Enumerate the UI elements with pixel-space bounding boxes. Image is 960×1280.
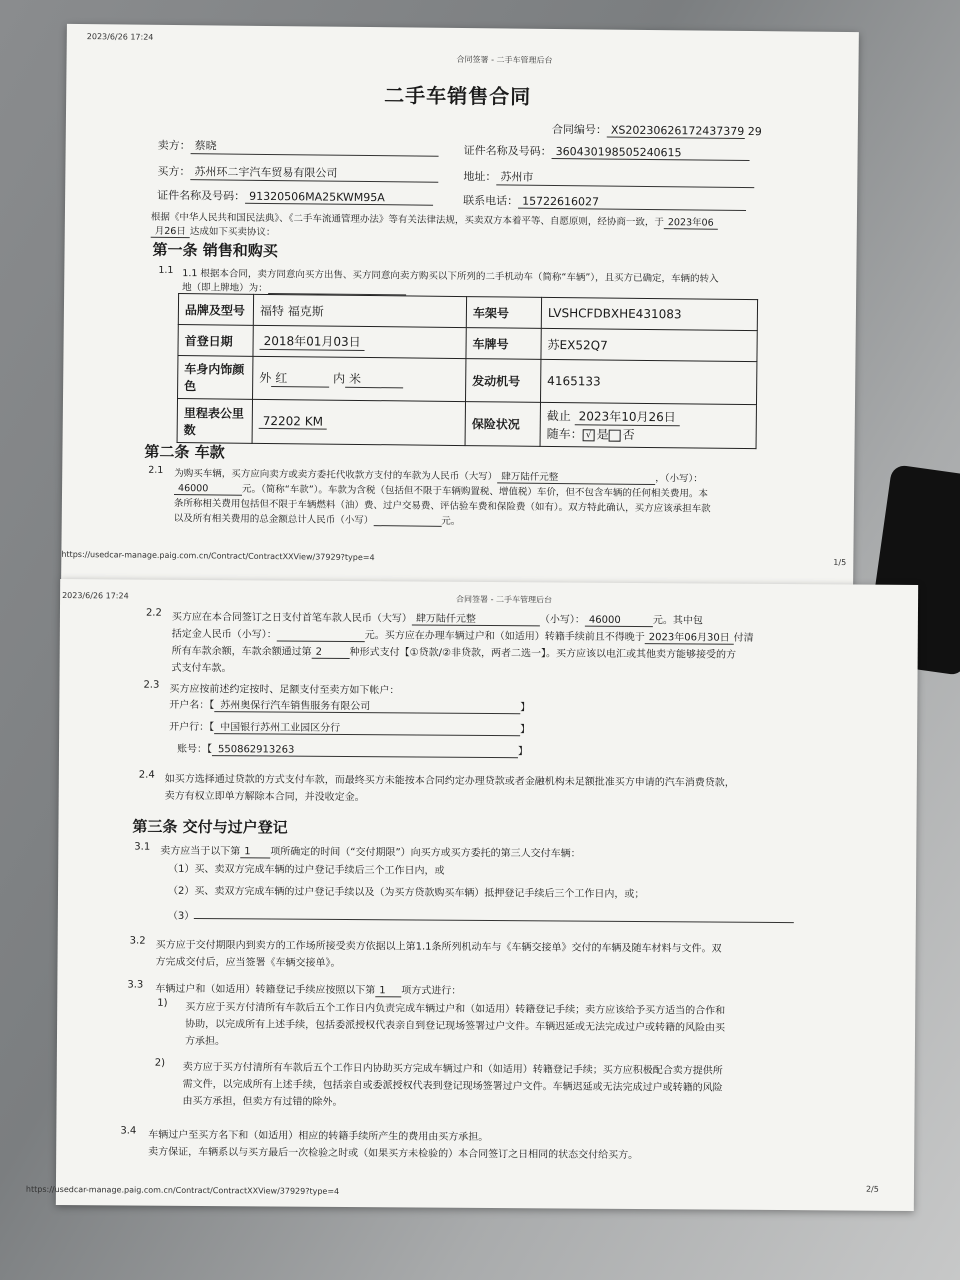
preamble-date-b: 月26日 [151, 223, 190, 238]
yes-checkbox: √ [583, 429, 595, 441]
seller-id-label: 证件名称及号码： [463, 144, 552, 158]
engine-value: 4165133 [540, 359, 756, 404]
reg-date-label: 首登日期 [178, 325, 253, 357]
address-label: 地址： [463, 170, 497, 184]
reg-date-cell [253, 325, 466, 358]
outer-label: 外 [259, 370, 272, 386]
buyer-id: 91320506MA25KWM95A [245, 190, 433, 206]
clause-3-1-option-3 [168, 906, 794, 926]
contract-page-1 [61, 24, 859, 588]
clause-2-4-line-1: 如买方选择通过贷款的方式支付车款，而最终买方未能按本合同约定办理贷款或者金融机构未足额批准买方申请的汽车消费贷款， [164, 773, 735, 789]
clause-2-1-text-a: 为购买车辆，买方应向卖方或卖方委托代收款方支付的车款为人民币（大写） [174, 468, 498, 483]
insurance-cell [540, 402, 756, 448]
clause-3-3-2-no: 2) [154, 1057, 166, 1069]
phone: 15722616027 [518, 195, 746, 211]
color-cell [253, 356, 466, 401]
clause-2-1-no: 2.1 [148, 464, 164, 476]
clause-3-3-line-1 [155, 980, 461, 998]
phone-row [463, 192, 746, 211]
account-name-row: 开户名：【 苏州奥保行汽车销售服务有限公司 】 [169, 696, 530, 715]
clause-3-4-line-2: 卖方保证，车辆系以与买方最后一次检验之时或（如果买方未检验的）本合同签订之日相同的状态交付给买方。 [148, 1146, 639, 1162]
brand-value: 福特 福克斯 [253, 294, 466, 327]
table-row [178, 356, 757, 405]
clause-2-2-line-4: 式支付车款。 [171, 662, 232, 675]
seller-label: 卖方： [157, 138, 191, 153]
price-upper: 肆万陆仟元整 [497, 468, 655, 485]
clause-2-2-text-b: 元。其中包 [652, 615, 703, 627]
clause-3-3-no: 3.3 [127, 979, 144, 991]
delivery-option: 1 [240, 846, 270, 858]
article-3-heading: 第三条 交付与过户登记 [132, 817, 288, 837]
clause-3-1-option-1: （1）买、卖双方完成车辆的过户登记手续后三个工作日内，或 [168, 863, 445, 877]
clause-2-1-text-d: 以及所有相关费用的总金额总计人民币（小写） [173, 513, 374, 527]
preamble-text-2: 达成如下买卖协议： [189, 226, 276, 239]
clause-3-3-1-line-2: 协助，以完成所有上述手续，包括委派授权代表亲自到登记现场签署过户文件。车辆迟延或无法完成过户或转籍的风险由买 [185, 1018, 726, 1034]
clause-2-1-text-e: 元。 [441, 515, 461, 528]
no-checkbox [609, 429, 621, 441]
insurance-date-row [547, 407, 750, 427]
vehicle-table [177, 293, 759, 449]
clause-3-1-text-b: 项所确定的时间（“交付期限”）向买方或买方委托的第三人交付车辆： [270, 846, 581, 860]
clause-1-1-text: 地（即上牌地）为： [182, 282, 268, 294]
account-bank-row: 开户行：【 中国银行苏州工业园区分行 】 [169, 718, 530, 737]
article-2-heading: 第二条 车款 [144, 442, 225, 462]
contract-title: 二手车销售合同 [384, 83, 532, 109]
clause-2-4-line-2: 卖方有权立即单方解除本合同，并没收定金。 [164, 790, 365, 804]
insurance-until-label: 截止 [546, 408, 571, 424]
price-small-label: ，（小写）： [655, 473, 703, 485]
clause-2-1-line-3: 条所称相关费用包括但不限于车辆燃料（油）费、过户交易费、评估验车费和保险费（如有）。双方特此确认，买方应该承担车款 [173, 498, 711, 515]
deposit-blank [277, 629, 365, 643]
reg-date-value: 2018年01月03日 [260, 332, 365, 351]
clause-3-3-1-line-1: 买方应于买方付清所有车款后五个工作日内负责完成车辆过户和（如适用）转籍登记手续；卖方应该给予买方适当的合作和 [185, 1001, 726, 1017]
page-2-footer-url: https://usedcar-manage.paig.com.cn/Contract/ContractXXView/37929?type=4 [25, 1184, 340, 1196]
brand-label: 品牌及型号 [178, 294, 253, 326]
clause-2-2-text-c: 括定金人民币（小写）： [171, 628, 277, 641]
clause-3-2-line-2: 方完成交付后，应当签署《车辆交接单》。 [155, 956, 341, 969]
option-3-blank [194, 906, 794, 923]
clause-2-4-no: 2.4 [138, 769, 155, 781]
option-3-label: （3） [167, 910, 195, 922]
clause-3-1-text-a: 卖方应当于以下第 [160, 845, 241, 858]
clause-2-2-text-d: 元。买方应在办理车辆过户和（如适用）转籍手续前且不得晚于 [364, 630, 645, 644]
clause-2-2-text-f: 所有车款余额，车款余额通过第 [171, 645, 312, 658]
price-amount: 46000 [174, 483, 242, 496]
outer-color: 红 [271, 369, 329, 388]
seller-id: 360430198505240615 [552, 145, 750, 161]
clause-3-2-no: 3.2 [129, 935, 146, 947]
account-bank: 中国银行苏州工业园区分行 [214, 718, 520, 736]
account-name-label: 开户名： [169, 699, 210, 712]
address: 苏州市 [496, 168, 754, 188]
clause-2-2-line-3 [172, 642, 736, 662]
clause-3-4-line-1: 车辆过户至买方名下和（如适用）相应的转籍手续所产生的费用由买方承担。 [148, 1129, 489, 1144]
no-label: 否 [622, 427, 635, 442]
clause-3-1-no: 3.1 [134, 841, 151, 853]
article-1-heading: 第一条 销售和购买 [152, 240, 278, 261]
clause-3-3-2-line-3: 由买方承担，但卖方有过错的除外。 [182, 1095, 343, 1108]
account-bank-label: 开户行： [169, 721, 210, 734]
first-payment-upper: 肆万陆仟元整 [412, 609, 540, 626]
inner-label: 内 [333, 371, 346, 386]
seller-id-row [464, 142, 750, 161]
buyer-label: 买方： [157, 164, 191, 179]
page-1-footer-page: 1/5 [833, 557, 847, 568]
clause-2-1-line-4 [174, 510, 461, 527]
clause-3-3-1-no: 1) [157, 997, 168, 1009]
clause-3-3-text-a: 车辆过户和（如适用）转籍登记手续应按照以下第 [155, 983, 376, 997]
clause-3-3-1-line-3: 方承担。 [184, 1035, 226, 1048]
insurance-with-label: 随车： [546, 426, 583, 442]
clause-2-3-no: 2.3 [143, 679, 160, 691]
insurance-date: 2023年10月26日 [575, 407, 680, 426]
transfer-option: 1 [375, 985, 401, 997]
phone-label: 联系电话： [463, 194, 519, 208]
page-1-footer-url: https://usedcar-manage.paig.com.cn/Contract/ContractXXView/37929?type=4 [61, 549, 375, 563]
contract-number-row [551, 121, 762, 139]
mileage-cell [252, 399, 465, 445]
insurance-label: 保险状况 [465, 402, 540, 447]
engine-label: 发动机号 [465, 359, 540, 403]
seller-name: 蔡晓 [191, 137, 439, 157]
first-payment-amount: 46000 [585, 615, 653, 627]
clause-1-1-no: 1.1 [158, 264, 174, 276]
clause-2-2-text-e: 付清 [733, 632, 754, 644]
account-number: 550862913263 [212, 744, 518, 758]
clause-2-3-line-1: 买方应按前述约定按时、足额支付至卖方如下帐户： [169, 683, 400, 697]
table-row [177, 399, 756, 449]
payment-option: 2 [312, 647, 350, 659]
contract-page-2 [25, 579, 918, 1211]
clause-3-1-line-1 [160, 842, 580, 861]
preamble-text: 根据《中华人民共和国民法典》、《二手车流通管理办法》等有关法律法规，买卖双方本着平等、自愿原则，经协商一致，于 [150, 211, 664, 229]
buyer-name: 苏州环二宇汽车贸易有限公司 [190, 163, 438, 183]
page-header-center: 合同签署 - 二手车管理后台 [456, 54, 553, 65]
color-label: 车身内饰颜色 [178, 356, 253, 400]
clause-3-4-no: 3.4 [120, 1125, 137, 1137]
account-number-row: 账号：【 550862913263 】 [176, 743, 529, 758]
vin-label: 车架号 [466, 297, 541, 329]
page-2-footer-page: 2/5 [865, 1184, 879, 1194]
page-header-date: 2023/6/26 17:24 [62, 591, 129, 601]
clause-2-1-text-b: 元。（简称“车款”）。车款为含税（包括但不限于车辆购置税、增值税）车价，但不包含车辆的任何相关费用。本 [242, 483, 708, 500]
total-blank [373, 514, 441, 527]
inner-color: 米 [345, 370, 403, 389]
plate-label: 车牌号 [466, 328, 541, 360]
buyer-id-row [157, 187, 433, 206]
clause-2-2-text-a: 买方应在本合同签订之日支付首笔车款人民币（大写） [171, 611, 412, 625]
page-header-center: 合同签署 - 二手车管理后台 [456, 594, 553, 605]
first-payment-small-label: （小写）： [539, 614, 585, 626]
yes-label: 是 [596, 427, 609, 442]
clause-3-2-line-1: 买方应于交付期限内到卖方的工作场所接受卖方依据以上第1.1条所列机动车与《车辆交接单》交付的车辆及随车材料与文件。双 [155, 939, 722, 955]
preamble-date-a: 2023年06 [664, 214, 718, 230]
clause-3-3-2-line-2: 需文件，以完成所有上述手续，包括亲自或委派授权代表到登记现场签署过户文件。车辆迟延或无法完成过户或转籍的风险 [182, 1078, 723, 1094]
insurance-with-row [547, 425, 750, 444]
account-number-label: 账号： [176, 743, 208, 756]
mileage-label: 里程表公里数 [177, 399, 252, 444]
address-row [463, 168, 754, 188]
clause-2-2-text-g: 种形式支付【①贷款/②非贷款，两者二选一】。买方应该以电汇或其他卖方能够接受的方 [349, 647, 737, 661]
plate-value: 苏EX52Q7 [541, 328, 757, 361]
buyer-row [157, 163, 438, 183]
clause-3-1-option-2: （2）买、卖双方完成车辆的过户登记手续以及（为买方贷款购买车辆）抵押登记手续后三个工作日内，或； [167, 885, 645, 901]
account-name: 苏州奥保行汽车销售服务有限公司 [214, 696, 520, 714]
clause-2-2-no: 2.2 [145, 607, 162, 619]
clause-3-3-text-b: 项方式进行： [401, 985, 462, 997]
contract-number-label: 合同编号： [551, 122, 607, 137]
page-header-date: 2023/6/26 17:24 [86, 32, 154, 42]
mileage-value: 72202 KM [259, 414, 327, 430]
seller-row [158, 137, 439, 157]
clause-3-3-2-line-1: 卖方应于买方付清所有车款后五个工作日内协助买方完成车辆过户和（如适用）转籍登记手续；买方应积极配合卖方提供所 [182, 1061, 723, 1077]
balance-deadline: 2023年06月30日 [645, 628, 734, 645]
preamble-line-2 [151, 223, 276, 239]
vin-value: LVSHCFDBXHE431083 [541, 297, 757, 330]
clause-1-1-line-1: 1.1 根据本合同，卖方同意向买方出售、买方同意向卖方购买以下所列的二手机动车（简称“车辆”），且买方已确定，车辆的转入 [182, 268, 719, 285]
buyer-id-label: 证件名称及号码： [157, 188, 246, 203]
contract-number: XS20230626172437379 29 [607, 124, 745, 139]
